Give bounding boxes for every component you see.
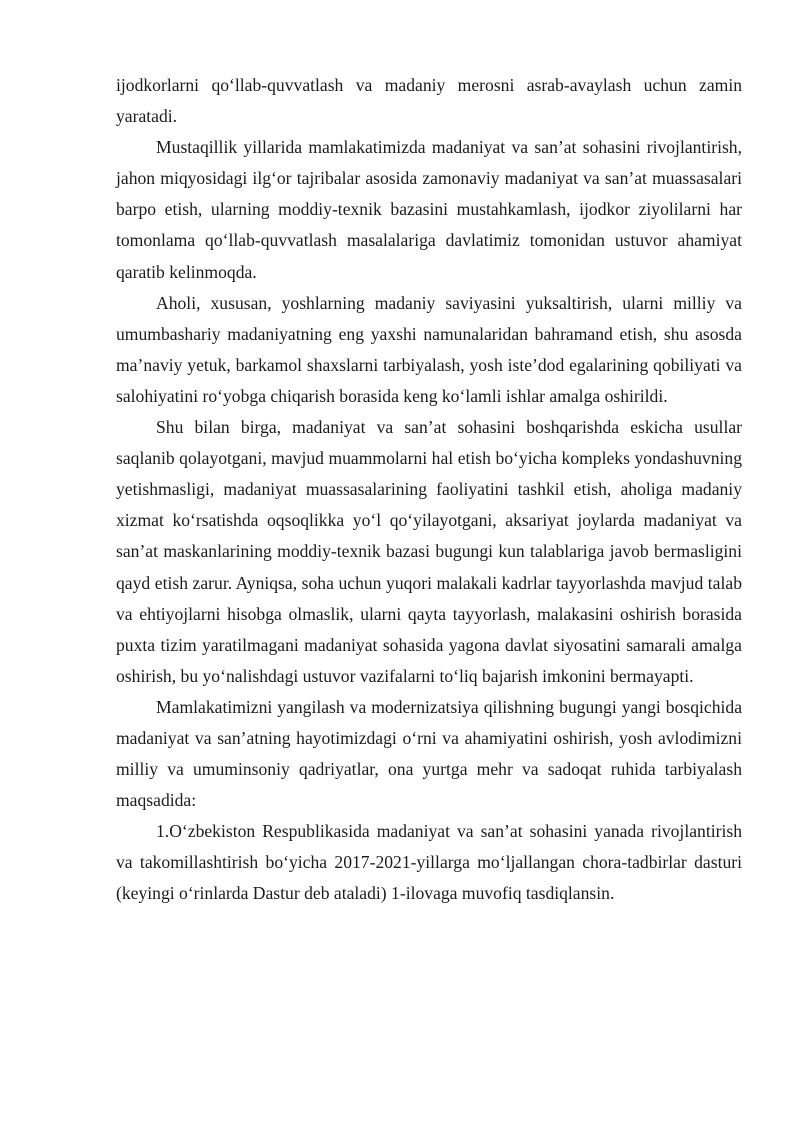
- paragraph-decree-item-1: 1.O‘zbekiston Respublikasida madaniyat va san’at sohasini yanada rivojlantirish va takomillashtirish bo‘yicha 2017-2021-yillarga mo‘ljallangan chora-tadbirlar dasturi (keyingi o‘rinlarda Dastur deb ataladi) 1-ilovaga muvofiq tasdiqlansin.: [116, 821, 742, 904]
- paragraph-independence-years: Mustaqillik yillarida mamlakatimizda madaniyat va san’at sohasini rivojlantirish, jahon miqyosidagi ilg‘or tajribalar asosida zamonaviy madaniyat va san’at muassasalari barpo etish, ularning moddiy-texnik bazasini mustahkamlash, ijodkor ziyolilarni har tomonlama qo‘llab-quvvatlash masalalariga davlatimiz tomonidan ustuvor ahamiyat qaratib kelinmoqda.: [116, 137, 742, 282]
- paragraph-continuation: ijodkorlarni qo‘llab-quvvatlash va madaniy merosni asrab-avaylash uchun zamin yaratadi.: [116, 75, 742, 127]
- paragraph-problems: Shu bilan birga, madaniyat va san’at sohasini boshqarishda eskicha usullar saqlanib qolayotgani, mavjud muammolarni hal etish bo‘yicha kompleks yondashuvning yetishmasligi, madaniyat muassasalarining faoliyatini tashkil etish, aholiga madaniy xizmat ko‘rsatishda oqsoqlikka yo‘l qo‘yilayotgani, aksariyat joylarda madaniyat va san’at maskanlarining moddiy-texnik bazasi bugungi kun talablariga javob bermasligini qayd etish zarur. Ayniqsa, soha uchun yuqori malakali kadrlar tayyorlashda mavjud talab va ehtiyojlarni hisobga olmaslik, ularni qayta tayyorlash, malakasini oshirish borasida puxta tizim yaratilmagani madaniyat sohasida yagona davlat siyosatini samarali amalga oshirish, bu yo‘nalishdagi ustuvor vazifalarni to‘liq bajarish imkonini bermayapti.: [116, 417, 742, 686]
- paragraph-youth-culture: Aholi, xususan, yoshlarning madaniy saviyasini yuksaltirish, ularni milliy va umumbashariy madaniyatning eng yaxshi namunalaridan bahramand etish, shu asosda ma’naviy yetuk, barkamol shaxslarni tarbiyalash, yosh iste’dod egalarining qobiliyati va salohiyatini ro‘yobga chiqarish borasida keng ko‘lamli ishlar amalga oshirildi.: [116, 292, 742, 406]
- paragraph-modernization: Mamlakatimizni yangilash va modernizatsiya qilishning bugungi yangi bosqichida madaniyat va san’atning hayotimizdagi o‘rni va ahamiyatini oshirish, yosh avlodimizni milliy va umuminsoniy qadriyatlar, ona yurtga mehr va sadoqat ruhida tarbiyalash maqsadida:: [116, 696, 742, 811]
- document-page: [116, 70, 742, 910]
